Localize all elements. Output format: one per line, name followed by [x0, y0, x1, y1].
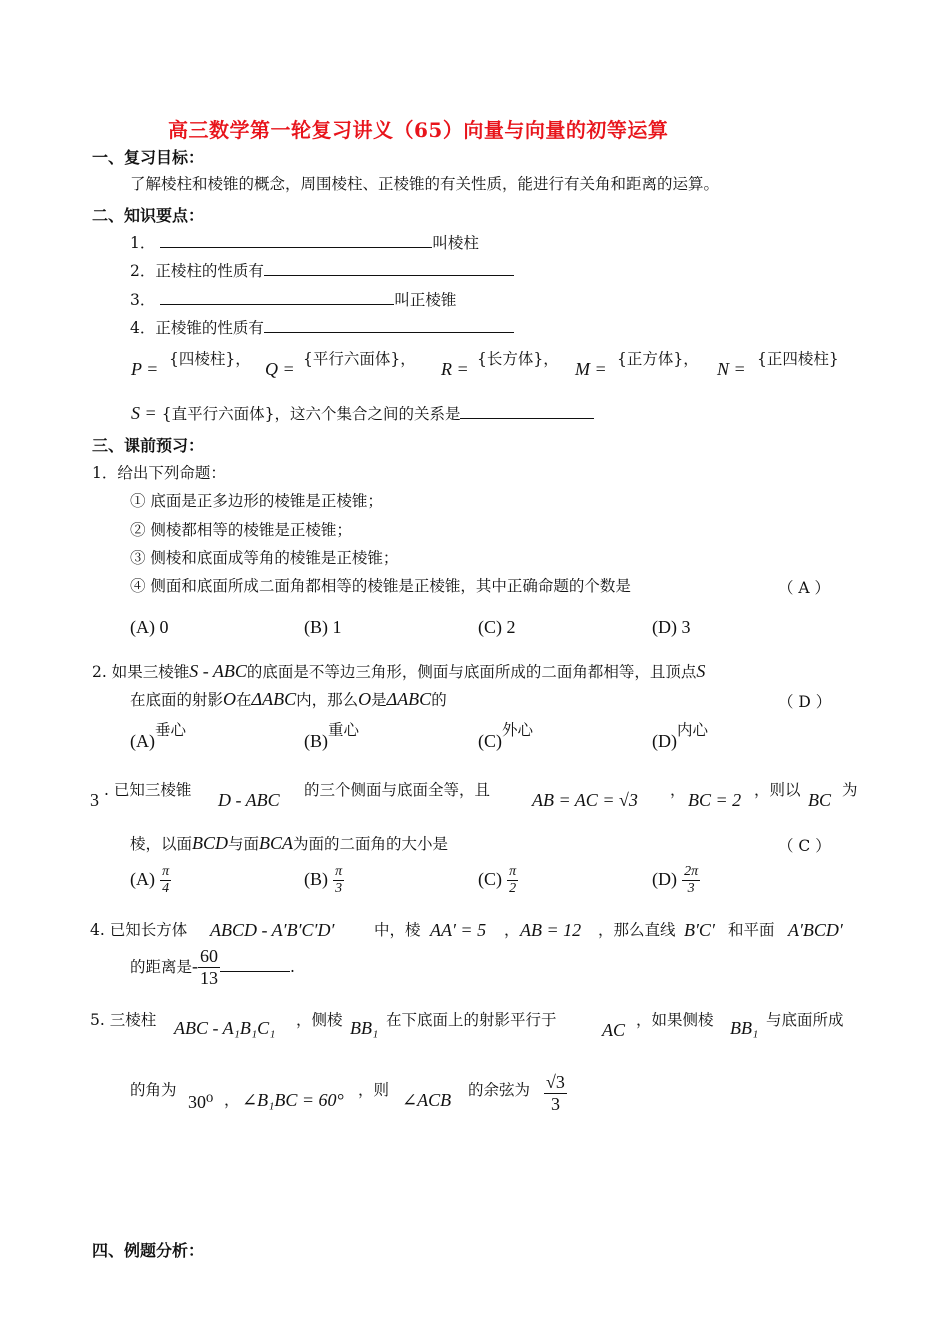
page-title: 高三数学第一轮复习讲义（65）向量与向量的初等运算	[168, 118, 669, 142]
section-1-heading: 一、复习目标：	[92, 148, 205, 167]
q4-answer-fraction: $\frac{60}{13}$	[200, 946, 219, 988]
q3-line-1: 3 . 已知三棱锥 D - ABC 的三个侧面与底面全等，且 AB = AC = √3 ， BC = 2 ，则以 BC 为	[90, 781, 858, 810]
q1-stem: 1．给出下列命题：	[92, 464, 226, 482]
q3-line-2: 棱，以面BCD与面BCA为面的二面角的大小是	[130, 833, 449, 853]
q3-option-d[interactable]: (D) $\frac{2\pi}{3}$	[652, 864, 699, 896]
q1-proposition-2: ② 侧棱都相等的棱锥是正棱锥；	[130, 521, 352, 539]
knowledge-item-3: 3． 叫正棱锥	[130, 291, 457, 309]
q1-option-c[interactable]: (C) 2	[478, 617, 516, 637]
fill-blank[interactable]	[264, 318, 514, 333]
section-2-heading: 二、知识要点：	[92, 206, 205, 225]
set-relation-line: S = {直平行六面体}，这六个集合之间的关系是	[131, 402, 594, 424]
q3-option-a[interactable]: (A) $\frac{\pi}{4}$	[130, 864, 170, 896]
q5-line-2: 的角为 30⁰ ， ∠B₁BC = 60° ，则 ∠ACB 的余弦为 $\frac{√3}{3}$	[130, 1072, 565, 1114]
q2-answer: （ D ）	[778, 693, 832, 711]
section-1-text: 了解棱柱和棱锥的概念，周围棱柱、正棱锥的有关性质，能进行有关角和距离的运算。	[130, 175, 720, 193]
q4-line-1: 4. 已知长方体 ABCD - A′B′C′D′ 中，棱 AA′ = 5 ， AB = 12 ，那么直线 B′C′ 和平面 A′BCD′	[90, 920, 843, 940]
fill-blank[interactable]	[160, 233, 432, 248]
q2-option-a[interactable]: (A)垂心	[130, 721, 187, 751]
fill-blank[interactable]	[460, 404, 594, 419]
section-4-heading: 四、例题分析：	[92, 1241, 205, 1260]
q1-proposition-3: ③ 侧棱和底面成等角的棱锥是正棱锥；	[130, 549, 399, 567]
knowledge-item-1: 1． 叫棱柱	[130, 234, 479, 252]
q3-answer: （ C ）	[778, 837, 831, 855]
q1-option-b[interactable]: (B) 1	[304, 617, 342, 637]
fill-blank[interactable]	[264, 261, 514, 276]
set-definitions: P = {四棱柱}， Q = {平行六面体}， R = {长方体}， M = {正方体}， N = {正四棱柱}	[131, 350, 839, 379]
knowledge-item-4: 4．正棱锥的性质有	[130, 316, 514, 338]
q2-line-2: 在底面的射影O在ΔABC内，那么O是ΔABC的	[130, 689, 447, 709]
q5-answer-fraction: $\frac{√3}{3}$	[546, 1072, 565, 1114]
q1-proposition-4: ④ 侧面和底面所成二面角都相等的棱锥是正棱锥，其中正确命题的个数是	[130, 577, 631, 595]
fill-blank[interactable]	[220, 957, 290, 972]
q1-option-d[interactable]: (D) 3	[652, 617, 691, 637]
fill-blank[interactable]	[160, 290, 394, 305]
q1-answer: （ A ）	[778, 579, 831, 597]
q4-line-2: 的距离是- $\frac{60}{13}$ .	[130, 946, 295, 988]
q1-proposition-1: ① 底面是正多边形的棱锥是正棱锥；	[130, 492, 383, 510]
q2-option-b[interactable]: (B)重心	[304, 721, 360, 751]
q2-line-1: 2. 如果三棱锥S - ABC的底面是不等边三角形，侧面与底面所成的二面角都相等，且顶点S	[92, 661, 706, 681]
q5-line-1: 5. 三棱柱 ABC - A₁B₁C₁ ，侧棱 BB₁ 在下底面上的射影平行于 AC ，如果侧棱 BB₁ 与底面所成	[90, 1011, 844, 1040]
q3-option-c[interactable]: (C) $\frac{\pi}{2}$	[478, 864, 517, 896]
q2-option-c[interactable]: (C)外心	[478, 721, 534, 751]
q3-option-b[interactable]: (B) $\frac{\pi}{3}$	[304, 864, 343, 896]
knowledge-item-2: 2．正棱柱的性质有	[130, 259, 514, 281]
q2-option-d[interactable]: (D)内心	[652, 721, 709, 751]
section-3-heading: 三、课前预习：	[92, 436, 205, 455]
q1-option-a[interactable]: (A) 0	[130, 617, 169, 637]
